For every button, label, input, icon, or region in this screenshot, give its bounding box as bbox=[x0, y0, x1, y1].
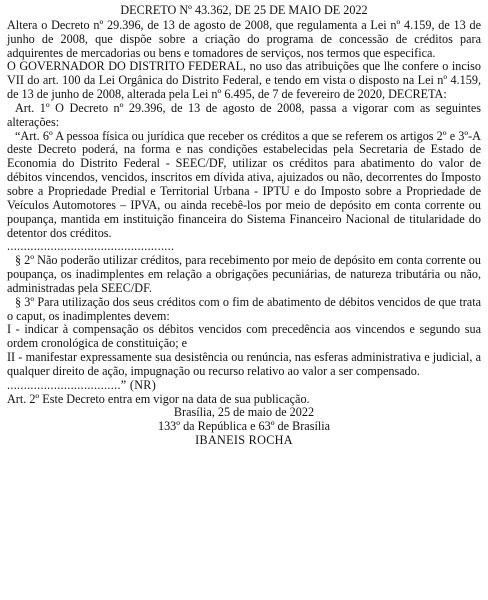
decree-title: DECRETO Nº 43.362, DE 25 DE MAIO DE 2022 bbox=[120, 3, 368, 17]
paragraph-3: § 3º Para utilização dos seus créditos com o fim de abatimento de débitos vencidos de que trata o caput, os inadimplentes devem: bbox=[7, 294, 481, 323]
article-1-intro: Art. 1º O Decreto nº 29.396, de 13 de agosto de 2008, passa a vigorar com as seguintes alterações: bbox=[7, 100, 481, 129]
article-6-caput: “Art. 6º A pessoa física ou jurídica que receber os créditos a que se referem os artigos 2º e 3º-A deste Decreto poderá, na forma e nas condições estabelecidas pela Secretaria de Estado de Economia do Distrito Federal - SEEC/DF, utilizar os créditos para abatimento do valor de débitos vincendos, vencidos, inscritos em dívida ativa, ajuizados ou não, decorrentes do Imposto sobre a Propriedade Predial e Territorial Urbana - IPTU e do Imposto sobre a Propriedade de Veículos Automotores – IPVA, ou ainda recebê-los por meio de depósito em conta corrente ou poupança, mantida em instituição financeira do Sistema Financeiro Nacional de titularidade do detentor dos créditos. bbox=[7, 128, 481, 240]
article-2: Art. 2º Este Decreto entra em vigor na data de sua publicação. bbox=[7, 391, 310, 406]
place-date: Brasília, 25 de maio de 2022 bbox=[173, 405, 315, 420]
decree-preamble: O GOVERNADOR DO DISTRITO FEDERAL, no uso das atribuições que lhe confere o inciso VII do art. 100 da Lei Orgânica do Distrito Federal, e tendo em vista o disposto na Lei nº 4.159, de 13 de junho de 2008, alterada pela Lei nº 6.495, de 7 de fevereiro de 2020, DECRETA: bbox=[7, 59, 481, 102]
decree-document bbox=[7, 4, 481, 448]
signer-name: IBANEIS ROCHA bbox=[195, 433, 293, 448]
inciso-i: I - indicar à compensação os débitos vencidos com precedência aos vincendos e segundo sua ordem cronológica de constituição; e bbox=[7, 322, 481, 351]
decree-ementa: Altera o Decreto nº 29.396, de 13 de agosto de 2008, que regulamenta a Lei nº 4.159, de 13 de junho de 2008, que dispõe sobre a criação do programa de concessão de créditos para adquirentes de mercadorias ou bens e tomadores de serviços, nos termos que especifica. bbox=[7, 17, 481, 60]
paragraph-2: § 2º Não poderão utilizar créditos, para recebimento por meio de depósito em conta corrente ou poupança, os inadimplentes em relação a obrigações pecuniárias, de natureza tributária ou não, administradas pela SEEC/DF. bbox=[7, 253, 481, 295]
omission-dots: .................................................. bbox=[7, 239, 175, 254]
inciso-ii: II - manifestar expressamente sua desistência ou renúncia, nas esferas administrativa e judicial, a qualquer direito de ação, impugnação ou recurso relativo ao valor a ser compensado. bbox=[7, 350, 481, 378]
republic-year-line: 133º da República e 63º de Brasília bbox=[157, 419, 331, 434]
omission-dots-nr: ..................................” (NR) bbox=[7, 377, 157, 392]
